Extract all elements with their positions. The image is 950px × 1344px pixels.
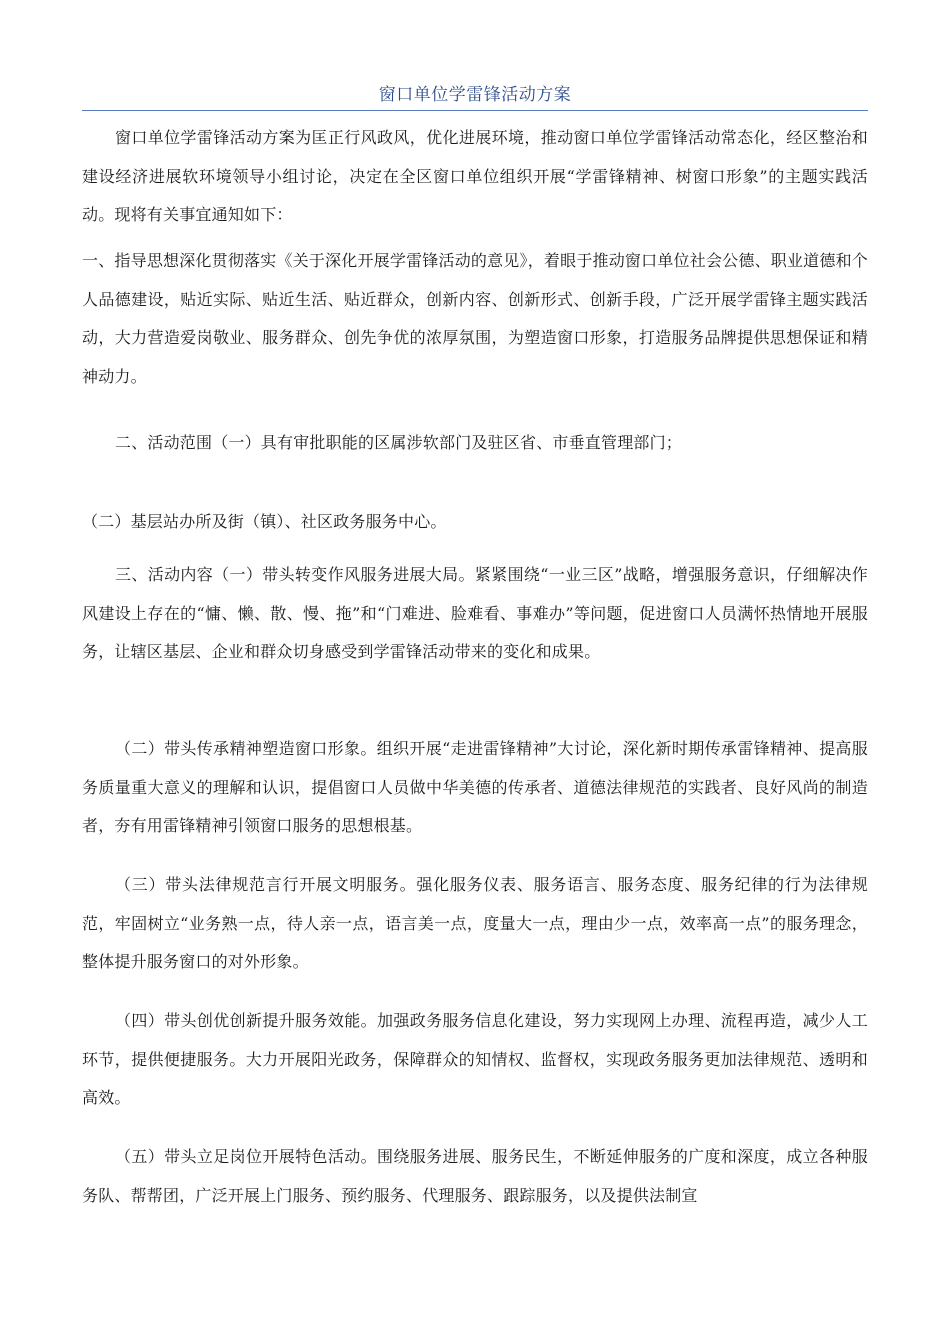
content-item-3-paragraph: （三）带头法律规范言行开展文明服务。强化服务仪表、服务语言、服务态度、服务纪律的行为法律规范，牢固树立“业务熟一点，待人亲一点，语言美一点，度量大一点，理由少一点，效率高一点”的服务理念，整体提升服务窗口的对外形象。: [82, 875, 868, 971]
scope-item-2-paragraph: （二）基层站办所及街（镇）、社区政务服务中心。: [82, 512, 447, 531]
guiding-ideology-paragraph: 一、指导思想深化贯彻落实《关于深化开展学雷锋活动的意见》，着眼于推动窗口单位社会公德、职业道德和个人品德建设，贴近实际、贴近生活、贴近群众，创新内容、创新形式、创新手段，广泛开展学雷锋主题实践活动，大力营造爱岗敬业、服务群众、创先争优的浓厚氛围，为塑造窗口形象，打造服务品牌提供思想保证和精神动力。: [82, 251, 868, 386]
content-item-1-paragraph: 三、活动内容（一）带头转变作风服务进展大局。紧紧围绕“一业三区”战略，增强服务意识，仔细解决作风建设上存在的“慵、懒、散、慢、拖”和“门难进、脸难看、事难办”等问题，促进窗口人员满怀热情地开展服务，让辖区基层、企业和群众切身感受到学雷锋活动带来的变化和成果。: [82, 565, 868, 661]
scope-paragraph: 二、活动范围（一）具有审批职能的区属涉软部门及驻区省、市垂直管理部门；: [115, 433, 683, 452]
document-title: 窗口单位学雷锋活动方案: [378, 85, 572, 105]
content-item-4-paragraph: （四）带头创优创新提升服务效能。加强政务服务信息化建设，努力实现网上办理、流程再造，减少人工环节，提供便捷服务。大力开展阳光政务，保障群众的知情权、监督权，实现政务服务更加法律规范、透明和高效。: [82, 1011, 868, 1107]
content-item-2-paragraph: （二）带头传承精神塑造窗口形象。组织开展“走进雷锋精神”大讨论，深化新时期传承雷锋精神、提高服务质量重大意义的理解和认识，提倡窗口人员做中华美德的传承者、道德法律规范的实践者、良好风尚的制造者，夯有用雷锋精神引领窗口服务的思想根基。: [82, 739, 868, 835]
content-item-5-paragraph: （五）带头立足岗位开展特色活动。围绕服务进展、服务民生，不断延伸服务的广度和深度，成立各种服务队、帮帮团，广泛开展上门服务、预约服务、代理服务、跟踪服务，以及提供法制宣: [82, 1147, 868, 1205]
title-underline: [82, 110, 868, 111]
intro-paragraph: 窗口单位学雷锋活动方案为匡正行风政风，优化进展环境，推动窗口单位学雷锋活动常态化，经区整治和建设经济进展软环境领导小组讨论，决定在全区窗口单位组织开展“学雷锋精神、树窗口形象”的主题实践活动。现将有关事宜通知如下：: [82, 128, 868, 224]
